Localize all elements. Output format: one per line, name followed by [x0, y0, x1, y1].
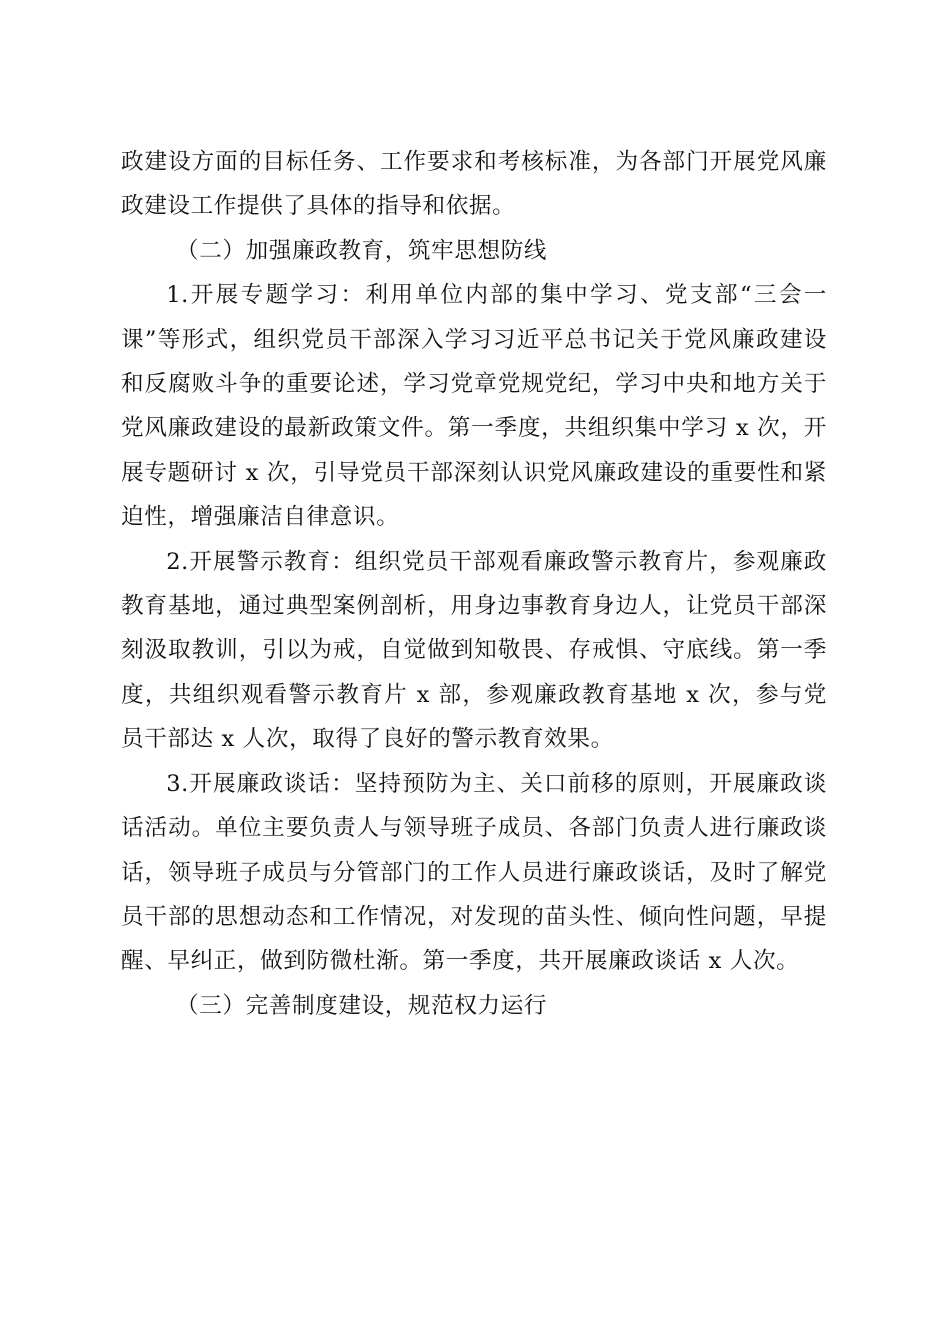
paragraph-integrity-talks: 3.开展廉政谈话：坚持预防为主、关口前移的原则，开展廉政谈话活动。单位主要负责人与领导班子成员、各部门负责人进行廉政谈话，领导班子成员与分管部门的工作人员进行廉政谈话，及时了解党员干部的思想动态和工作情况，对发现的苗头性、倾向性问题，早提醒、早纠正，做到防微杜渐。第一季度，共开展廉政谈话 x 人次。 [121, 770, 827, 975]
section-heading-3: （三）完善制度建设，规范权力运行 [176, 992, 548, 1019]
document-body [121, 140, 827, 1028]
paragraph-warning-education: 2.开展警示教育：组织党员干部观看廉政警示教育片，参观廉政教育基地，通过典型案例剖析，用身边事教育身边人，让党员干部深刻汲取教训，引以为戒，自觉做到知敬畏、存戒惧、守底线。第一季度，共组织观看警示教育片 x 部，参观廉政教育基地 x 次，参与党员干部达 x 人次，取得了良好的警示教育效果。 [121, 548, 827, 753]
paragraph-continuation: 政建设方面的目标任务、工作要求和考核标准，为各部门开展党风廉政建设工作提供了具体的指导和依据。 [121, 149, 827, 220]
section-heading-2: （二）加强廉政教育，筑牢思想防线 [176, 237, 548, 264]
paragraph-topic-study: 1.开展专题学习：利用单位内部的集中学习、党支部“三会一课”等形式，组织党员干部深入学习习近平总书记关于党风廉政建设和反腐败斗争的重要论述，学习党章党规党纪，学习中央和地方关于党风廉政建设的最新政策文件。第一季度，共组织集中学习 x 次，开展专题研讨 x 次，引导党员干部深刻认识党风廉政建设的重要性和紧迫性，增强廉洁自律意识。 [121, 282, 827, 531]
